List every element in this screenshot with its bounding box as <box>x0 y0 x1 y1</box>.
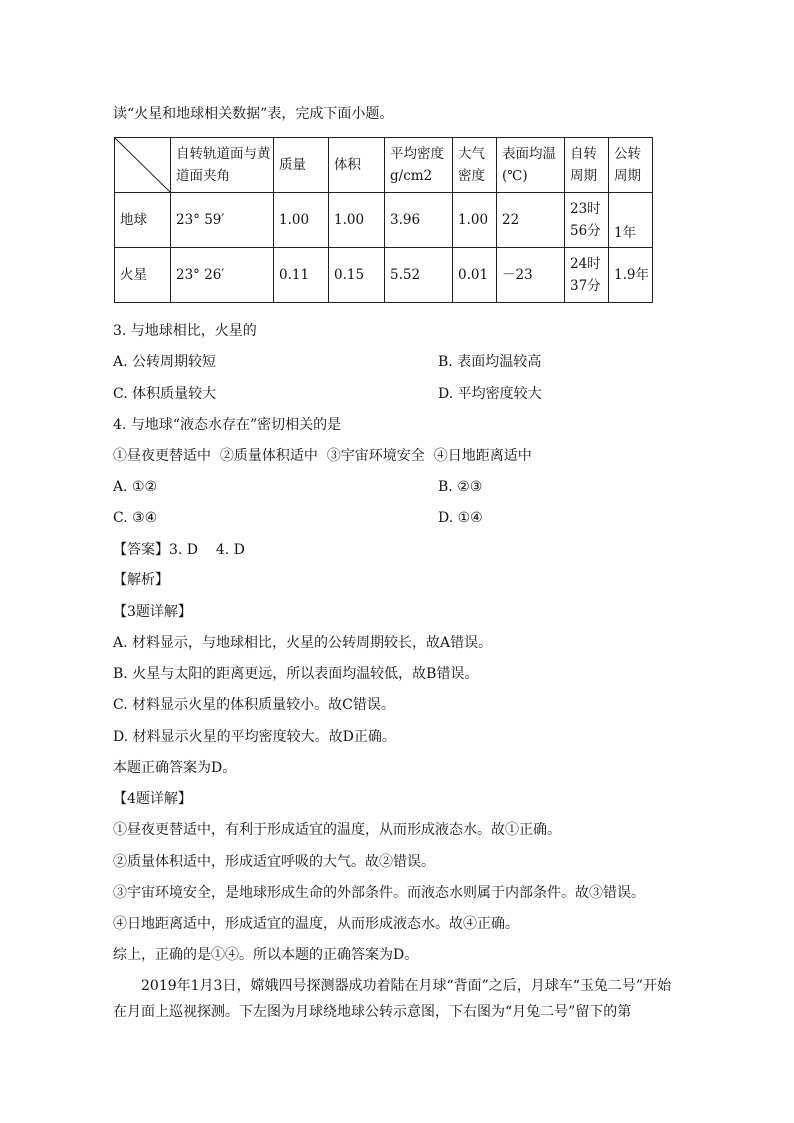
answer-line: 【答案】3. D 4. D <box>113 542 245 558</box>
table-cell: 1年 <box>609 193 653 248</box>
q3-option-c: C. 体积质量较大 <box>113 386 217 402</box>
header-surface-temp: 表面均温(℃) <box>497 138 565 193</box>
q4-detail-line: ③宇宙环境安全，是地球形成生命的外部条件。而液态水则属于内部条件。故③错误。 <box>113 885 645 901</box>
row-label-earth: 地球 <box>115 193 171 248</box>
q4-option-a: A. ①② <box>113 479 158 495</box>
table-cell: 1.00 <box>329 193 385 248</box>
mars-earth-data-table <box>114 137 653 303</box>
header-rotation-period: 自转周期 <box>565 138 609 193</box>
q3-detail-line: C. 材料显示火星的体积质量较小。故C错误。 <box>113 697 395 713</box>
header-axial-tilt: 自转轨道面与黄道面夹角 <box>171 138 274 193</box>
table-cell: 0.15 <box>329 248 385 303</box>
q4-detail-line: ①昼夜更替适中，有利于形成适宜的温度，从而形成液态水。故①正确。 <box>113 822 561 838</box>
q4-detail-line: ②质量体积适中，形成适宜呼吸的大气。故②错误。 <box>113 854 435 870</box>
table-cell: 0.01 <box>453 248 497 303</box>
q4-option-d: D. ①④ <box>438 510 483 526</box>
q3-detail-line: D. 材料显示火星的平均密度较大。故D正确。 <box>113 729 396 745</box>
q3-option-d: D. 平均密度较大 <box>438 386 542 402</box>
q3-detail-label: 【3题详解】 <box>113 604 192 620</box>
table-cell: 24时37分 <box>565 248 609 303</box>
table-cell: 5.52 <box>385 248 453 303</box>
table-cell: 23时56分 <box>565 193 609 248</box>
table-header-row <box>115 138 653 193</box>
table-cell: 1.00 <box>453 193 497 248</box>
table-cell: 23° 26′ <box>171 248 274 303</box>
q3-option-a: A. 公转周期较短 <box>113 354 217 370</box>
diagonal-corner-cell <box>115 138 171 193</box>
table-row <box>115 193 653 248</box>
table-cell: 22 <box>497 193 565 248</box>
table-cell: 3.96 <box>385 193 453 248</box>
intro-text: 读“火星和地球相关数据”表，完成下面小题。 <box>113 106 394 122</box>
q4-detail-label: 【4题详解】 <box>113 791 192 807</box>
q4-stem: 4. 与地球“液态水存在”密切相关的是 <box>113 417 342 433</box>
q3-stem: 3. 与地球相比，火星的 <box>113 323 257 339</box>
header-revolution-period: 公转周期 <box>609 138 653 193</box>
header-mass: 质量 <box>274 138 329 193</box>
table-cell: 23° 59′ <box>171 193 274 248</box>
header-density: 平均密度g/cm2 <box>385 138 453 193</box>
q4-detail-line: 综上，正确的是①④。所以本题的正确答案为D。 <box>113 947 419 963</box>
row-label-mars: 火星 <box>115 248 171 303</box>
table-cell: 0.11 <box>274 248 329 303</box>
table-cell: 1.9年 <box>609 248 653 303</box>
q3-option-b: B. 表面均温较高 <box>438 354 542 370</box>
q4-detail-line: ④日地距离适中，形成适宜的温度，从而形成液态水。故④正确。 <box>113 916 519 932</box>
analysis-label: 【解析】 <box>113 572 169 588</box>
table-cell: －23 <box>497 248 565 303</box>
next-question-paragraph: 2019年1月3日，嫦娥四号探测器成功着陆在月球“背面”之后，月球车“玉兔二号”开始在月面上巡视探测。下左图为月球绕地球公转示意图，下右图为“月兔二号”留下的第 <box>113 978 672 1020</box>
header-atmosphere-density: 大气密度 <box>453 138 497 193</box>
q3-detail-line: B. 火星与太阳的距离更远，所以表面均温较低，故B错误。 <box>113 666 479 682</box>
q3-detail-line: 本题正确答案为D。 <box>113 760 237 776</box>
q4-option-c: C. ③④ <box>113 510 158 526</box>
q4-option-b: B. ②③ <box>438 479 483 495</box>
q3-detail-line: A. 材料显示，与地球相比，火星的公转周期较长，故A错误。 <box>113 635 493 651</box>
table-row <box>115 248 653 303</box>
header-volume: 体积 <box>329 138 385 193</box>
q4-conditions: ①昼夜更替适中 ②质量体积适中 ③宇宙环境安全 ④日地距离适中 <box>113 448 532 464</box>
table-cell: 1.00 <box>274 193 329 248</box>
